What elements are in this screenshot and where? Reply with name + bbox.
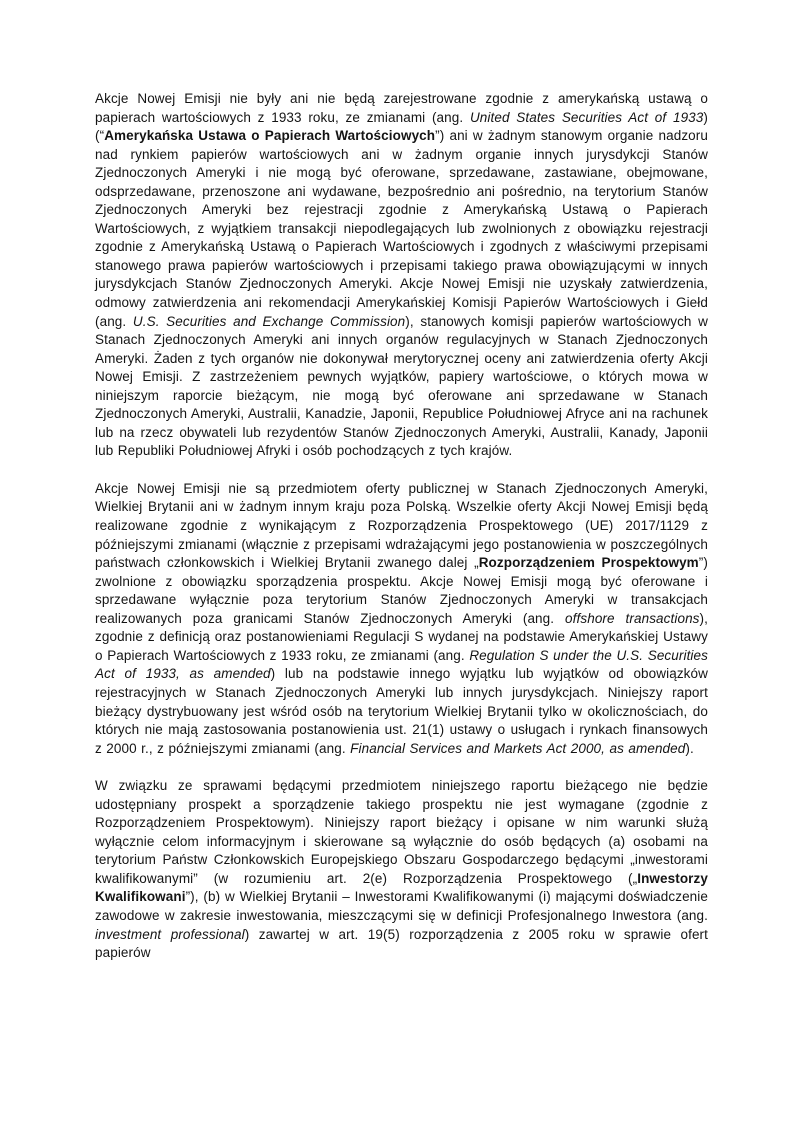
text-run: Akcje Nowej Emisji nie są przedmiotem oferty publicznej w Stanach Zjednoczonych Ameryki, Wielkiej Brytanii ani w żadnym innym kraju poza Polską. Wszelkie oferty Akcji Nowej Emisji będą realizowane zgodnie z wynikającym z Rozporządzenia Prospektowego (UE) 2017/1129 z późniejszymi zmianami (włącznie z przepisami wdrażającymi jego postanowienia w poszczególnych państwach członkowskich i Wielkiej Brytanii zwanego dalej „ [95,480,708,571]
text-run: ). [685,740,694,756]
paragraph-qualified-investors [95,777,708,962]
text-run: ) (“ [95,109,708,144]
text-run: W związku ze sprawami będącymi przedmiotem niniejszego raportu bieżącego nie będzie udostępniany prospekt a sporządzenie takiego prospektu nie jest wymagane (zgodnie z Rozporządzeniem Prospektowym). Niniejszy raport bieżący i opisane w nim warunki służą wyłącznie celom informacyjnym i skierowane są wyłącznie do osób będących (a) osobami na terytorium Państw Członkowskich Europejskiego Obszaru Gospodarczego będącymi „inwestorami kwalifikowanymi” (w rozumieniu art. 2(e) Rozporządzenia Prospektowego („ [95,778,708,886]
bold-defined-term: Amerykańska Ustawa o Papierach Wartościowych [104,128,436,144]
italic-text-run: investment professional [95,926,245,942]
italic-text-run: offshore transactions [565,610,700,626]
bold-defined-term: Rozporządzeniem Prospektowym [478,555,699,571]
text-run: ), zgodnie z definicją oraz postanowieniami Regulacji S wydanej na podstawie Amerykańskiej Ustawy o Papierach Wartościowych z 1933 roku, ze zmianami (ang. [95,610,708,663]
italic-text-run: Financial Services and Markets Act 2000, as amended [350,740,686,756]
text-run: ) lub na podstawie innego wyjątku lub wyjątków od obowiązków rejestracyjnych w Stanach Zjednoczonych Ameryki lub innych jurysdykcjach. Niniejszy raport bieżący dystrybuowany jest wśród osób na terytorium Wielkiej Brytanii tylko w okolicznościach, do których nie mają zastosowania postanowienia ust. 21(1) ustawy o usługach i rynkach finansowych z 2000 r., z późniejszymi zmianami (ang. [95,666,708,756]
text-run: ), stanowych komisji papierów wartościowych w Stanach Zjednoczonych Ameryki ani innych organów regulacyjnych w Stanach Zjednoczonych Ameryki. Żaden z tych organów nie dokonywał merytorycznej oceny ani zatwierdzenia oferty Akcji Nowej Emisji. Z zastrzeżeniem pewnych wyjątków, papiery wartościowe, o których mowa w niniejszym raporcie bieżącym, nie mogą być oferowane ani sprzedawane w Stanach Zjednoczonych Ameryki, Australii, Kanadzie, Japonii, Republice Południowej Afryce ani na rachunek lub na rzecz obywateli lub rezydentów Stanów Zjednoczonych Ameryki, Australii, Kanady, Japonii lub Republiki Południowej Afryki i osób pochodzących z tych krajów. [95,313,708,459]
legal-disclaimer-text [95,90,708,963]
bold-defined-term: Inwestorzy Kwalifikowani [95,870,708,905]
text-run: ”) zwolnione z obowiązku sporządzenia prospektu. Akcje Nowej Emisji mogą być oferowane i sprzedawane wyłącznie poza terytorium Stanów Zjednoczonych Ameryki w transakcjach realizowanych poza granicami Stanów Zjednoczonych Ameryki (ang. [95,555,708,626]
text-run: ) zawartej w art. 19(5) rozporządzenia z 2005 roku w sprawie ofert papierów [95,926,708,961]
paragraph-us-securities-act-restrictions [95,90,708,461]
italic-text-run: Regulation S under the U.S. Securities Act of 1933, as amended [95,647,708,682]
italic-text-run: U.S. Securities and Exchange Commission [132,313,406,329]
text-run: ”), (b) w Wielkiej Brytanii – Inwestorami Kwalifikowanymi (i) mającymi doświadczenie zawodowe w zakresie inwestowania, mieszczącymi się w definicji Profesjonalnego Inwestora (ang. [95,889,708,923]
italic-text-run: United States Securities Act of 1933 [469,109,704,125]
text-run: Akcje Nowej Emisji nie były ani nie będą zarejestrowane zgodnie z amerykańską ustawą o papierach wartościowych z 1933 roku, ze zmianami (ang. [95,91,708,125]
paragraph-public-offer-prospectus-regulation [95,480,708,758]
text-run: ”) ani w żadnym stanowym organie nadzoru nad rynkiem papierów wartościowych ani w żadnym organie innych jurysdykcji Stanów Zjednoczonych Ameryki i nie mogą być oferowane, sprzedawane, zastawiane, obejmowane, odsprzedawane, przenoszone ani wydawane, bezpośrednio ani pośrednio, na terytorium Stanów Zjednoczonych Ameryki bez rejestracji zgodnie z Amerykańską Ustawą o Papierach Wartościowych, z wyjątkiem transakcji niepodlegających lub zwolnionych z obowiązku rejestracji zgodnie z Amerykańską Ustawą o Papierach Wartościowych i zgodnych z właściwymi przepisami stanowego prawa papierów wartościowych i przepisami takiego prawa obowiązującymi w innych jurysdykcjach Stanów Zjednoczonych Ameryki. Akcje Nowej Emisji nie uzyskały zatwierdzenia, odmowy zatwierdzenia ani rekomendacji Amerykańskiej Komisji Papierów Wartościowych i Giełd (ang. [95,128,708,329]
